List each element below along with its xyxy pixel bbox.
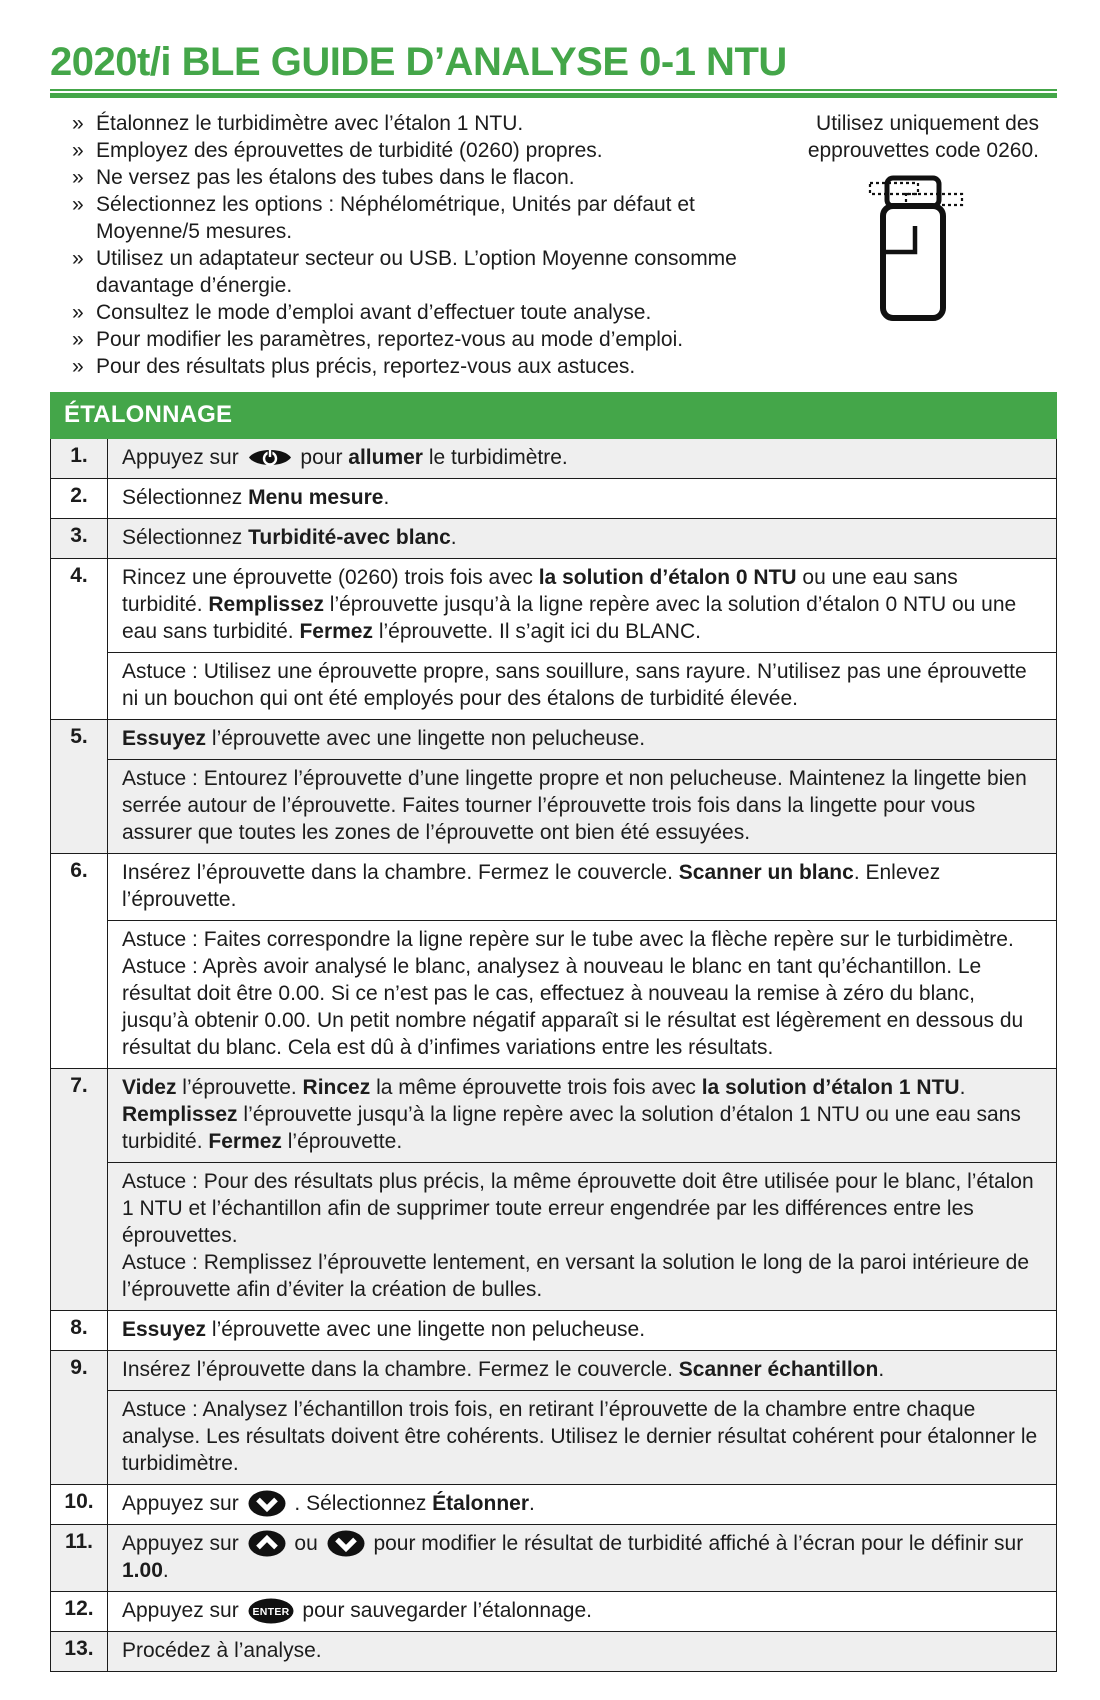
step-text: Insérez l’éprouvette dans la chambre. Fermez le couvercle. Scanner un blanc. Enlevez l’éprouvette.	[122, 861, 941, 911]
step-row	[51, 518, 1056, 558]
astuce-paragraph: Astuce : Après avoir analysé le blanc, analysez à nouveau le blanc en tant qu’échantillon. Le résultat doit être 0.00. Si ce n’est pas le cas, effectuez à nouveau la remise à zéro du blanc, jusqu’à obtenir 0.00. Un petit nombre négatif apparaît si le résultat est légèrement en dessous du résultat du blanc. Cela est dû à d’infimes variations entre les résultats.	[122, 955, 1024, 1059]
step-number: 1.	[51, 439, 108, 478]
step-content	[108, 1351, 1056, 1484]
step-text: Essuyez l’éprouvette avec une lingette non pelucheuse.	[122, 1318, 646, 1341]
power-icon	[248, 444, 292, 471]
step-text: Procédez à l’analyse.	[122, 1639, 322, 1662]
step-text: Sélectionnez Turbidité-avec blanc.	[122, 526, 457, 549]
step-row	[51, 478, 1056, 518]
intro-bullet	[72, 326, 767, 353]
bullet-text: Consultez le mode d’emploi avant d’effectuer toute analyse.	[96, 301, 652, 324]
step-row	[51, 1310, 1056, 1350]
enter-icon	[248, 1598, 294, 1624]
table-header-bar: ÉTALONNAGE	[50, 392, 1057, 439]
step-content	[108, 720, 1056, 853]
step-content	[108, 1311, 1056, 1350]
bullet-marker: »	[72, 193, 84, 216]
step-row	[51, 719, 1056, 853]
step-content	[108, 519, 1056, 558]
astuce-paragraph: Astuce : Utilisez une éprouvette propre, sans souillure, sans rayure. N’utilisez pas une éprouvette ni un bouchon qui ont été employés pour des étalons de turbidité élevée.	[122, 660, 1027, 710]
bullet-marker: »	[72, 301, 84, 324]
step-number: 9.	[51, 1351, 108, 1484]
step-row	[51, 853, 1056, 1068]
step-astuce	[108, 759, 1056, 853]
astuce-paragraph: Astuce : Faites correspondre la ligne repère sur le tube avec la flèche repère sur le turbidimètre.	[122, 928, 1014, 951]
bullet-marker: »	[72, 328, 84, 351]
svg-text:ENTER: ENTER	[252, 1606, 290, 1618]
intro-section	[50, 110, 1057, 380]
step-astuce	[108, 1162, 1056, 1310]
astuce-paragraph: Astuce : Pour des résultats plus précis, la même éprouvette doit être utilisée pour le blanc, l’étalon 1 NTU et l’échantillon afin de supprimer toute erreur engendrée par les différences entre les éprouvettes.	[122, 1170, 1034, 1247]
step-row	[51, 1524, 1056, 1591]
step-number: 6.	[51, 854, 108, 1068]
step-number: 7.	[51, 1069, 108, 1310]
intro-bullet	[72, 245, 767, 299]
note-column	[767, 110, 1057, 380]
bullet-text: Sélectionnez les options : Néphélométrique, Unités par défaut et Moyenne/5 mesures.	[96, 193, 695, 243]
astuce-paragraph: Astuce : Remplissez l’éprouvette lentement, en versant la solution le long de la paroi intérieure de l’éprouvette afin d’éviter la création de bulles.	[122, 1251, 1030, 1301]
step-astuce	[108, 652, 1056, 719]
astuce-paragraph: Astuce : Analysez l’échantillon trois fois, en retirant l’éprouvette de la chambre entre chaque analyse. Les résultats doivent être cohérents. Utilisez le dernier résultat cohérent pour étalonner le turbidimètre.	[122, 1398, 1038, 1475]
step-text: Insérez l’éprouvette dans la chambre. Fermez le couvercle. Scanner échantillon.	[122, 1358, 885, 1381]
step-number: 13.	[51, 1632, 108, 1671]
step-astuce	[108, 1390, 1056, 1484]
step-number: 11.	[51, 1525, 108, 1591]
step-content	[108, 1592, 1056, 1631]
step-text: Appuyez sur ENTER pour sauvegarder l’étalonnage.	[122, 1599, 592, 1622]
steps-table	[50, 439, 1057, 1672]
step-number: 3.	[51, 519, 108, 558]
title-underline	[50, 89, 1057, 98]
bullet-marker: »	[72, 166, 84, 189]
bullet-text: Pour modifier les paramètres, reportez-vous au mode d’emploi.	[96, 328, 684, 351]
bullet-marker: »	[72, 112, 84, 135]
chevron-down-icon	[248, 1490, 286, 1517]
step-text: Essuyez l’éprouvette avec une lingette non pelucheuse.	[122, 727, 646, 750]
bullet-marker: »	[72, 247, 84, 270]
step-row	[51, 1591, 1056, 1631]
step-row	[51, 1631, 1056, 1671]
step-text: Appuyez sur pour allumer le turbidimètre.	[122, 446, 568, 469]
step-number: 2.	[51, 479, 108, 518]
intro-bullet	[72, 299, 767, 326]
step-text: Rincez une éprouvette (0260) trois fois avec la solution d’étalon 0 NTU ou une eau sans turbidité. Remplissez l’éprouvette jusqu’à la ligne repère avec la solution d’étalon 0 NTU ou une eau sans turbidité. Fermez l’éprouvette. Il s’agit ici du BLANC.	[122, 566, 1017, 643]
bullet-text: Utilisez un adaptateur secteur ou USB. L’option Moyenne consomme davantage d’énergie.	[96, 247, 737, 297]
step-row	[51, 1484, 1056, 1524]
step-content	[108, 1069, 1056, 1310]
step-text: Sélectionnez Menu mesure.	[122, 486, 390, 509]
step-astuce	[108, 920, 1056, 1068]
bullet-text: Ne versez pas les étalons des tubes dans le flacon.	[96, 166, 575, 189]
step-content	[108, 439, 1056, 478]
step-content	[108, 479, 1056, 518]
step-content	[108, 1525, 1056, 1591]
step-row	[51, 558, 1056, 719]
bullet-text: Étalonnez le turbidimètre avec l’étalon 1 NTU.	[96, 112, 524, 135]
step-row	[51, 439, 1056, 478]
step-content	[108, 1485, 1056, 1524]
step-row	[51, 1068, 1056, 1310]
step-content	[108, 854, 1056, 1068]
intro-bullet	[72, 191, 767, 245]
astuce-paragraph: Astuce : Entourez l’éprouvette d’une lingette propre et non pelucheuse. Maintenez la lingette bien serrée autour de l’éprouvette. Faites tourner l’éprouvette trois fois dans la lingette pour vous assurer que toutes les zones de l’éprouvette ont bien été essuyées.	[122, 767, 1027, 844]
bullet-marker: »	[72, 355, 84, 378]
step-number: 12.	[51, 1592, 108, 1631]
step-text: Videz l’éprouvette. Rincez la même éprouvette trois fois avec la solution d’étalon 1 NTU. Remplissez l’éprouvette jusqu’à la ligne repère avec la solution d’étalon 1 NTU ou une eau sans turbidité. Fermez l’éprouvette.	[122, 1076, 1021, 1153]
step-text: Appuyez sur . Sélectionnez Étalonner.	[122, 1492, 535, 1515]
bullet-text: Pour des résultats plus précis, reportez-vous aux astuces.	[96, 355, 636, 378]
usage-note: Utilisez uniquement des epprouvettes code 0260.	[807, 112, 1039, 162]
intro-bullet	[72, 137, 767, 164]
chevron-down-icon	[327, 1530, 365, 1557]
step-number: 5.	[51, 720, 108, 853]
chevron-up-icon	[248, 1530, 286, 1557]
step-content	[108, 559, 1056, 719]
step-number: 8.	[51, 1311, 108, 1350]
step-row	[51, 1350, 1056, 1484]
step-text: Appuyez sur ou pour modifier le résultat de turbidité affiché à l’écran pour le définir sur 1.00.	[122, 1532, 1024, 1582]
step-number: 10.	[51, 1485, 108, 1524]
intro-bullets	[50, 110, 767, 380]
intro-bullet	[72, 353, 767, 380]
intro-bullet	[72, 164, 767, 191]
step-content	[108, 1632, 1056, 1671]
page-title: 2020t/i BLE GUIDE D’ANALYSE 0-1 NTU	[50, 40, 787, 84]
bullet-text: Employez des éprouvettes de turbidité (0260) propres.	[96, 139, 603, 162]
bullet-marker: »	[72, 139, 84, 162]
step-number: 4.	[51, 559, 108, 719]
intro-bullet	[72, 110, 767, 137]
vial-icon	[851, 172, 973, 324]
